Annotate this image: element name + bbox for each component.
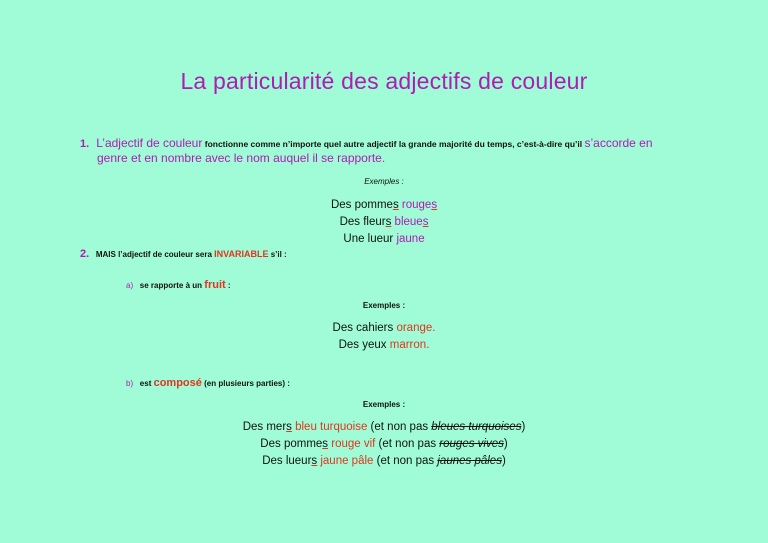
example-3-3: [0, 453, 768, 470]
section-1-accorde: s’accorde en: [584, 136, 653, 150]
example-underlined: s: [311, 455, 318, 467]
section-1-lead: L’adjectif de couleur: [96, 136, 203, 150]
section-2: [80, 248, 287, 260]
section-1-text: fonctionne comme n’importe quel autre adjectif la grande majorité du temps, c’est-à-dire qu’il: [204, 139, 583, 149]
example-adjective: jaune pâle: [317, 455, 374, 467]
examples-label-3: Exemples :: [362, 400, 406, 409]
example-ending: .: [426, 339, 430, 351]
example-adjective: orange: [396, 322, 433, 334]
section-1-dot: .: [381, 151, 386, 165]
examples-label-1: Exemples :: [364, 177, 404, 186]
example-underlined: s: [385, 216, 392, 228]
example-2-2: [0, 337, 768, 354]
subsection-a: [126, 279, 231, 291]
subsection-b: [126, 377, 290, 389]
example-wrong-form: bleues turquoises: [431, 421, 522, 433]
section-2-text: MAIS l’adjectif de couleur sera: [95, 250, 212, 259]
example-1-2: [0, 214, 768, 231]
section-2-number: 2.: [80, 248, 90, 260]
example-paren-open: (et non pas: [367, 421, 432, 433]
example-text: Des pomme: [330, 199, 393, 211]
section-1-number: 1.: [80, 138, 90, 150]
example-text: Des yeux: [338, 339, 390, 351]
example-adjective: bleu turquoise: [291, 421, 368, 433]
example-paren-close: ): [503, 438, 508, 450]
subsection-a-post: :: [227, 281, 231, 290]
example-underlined: s: [322, 438, 329, 450]
example-adjective: marron: [389, 339, 427, 351]
example-text: Des lueur: [262, 455, 312, 467]
example-3-1: [0, 419, 768, 436]
example-wrong-form: rouges vives: [439, 438, 504, 450]
example-underlined: s: [392, 199, 399, 211]
subsection-a-letter: a): [126, 281, 134, 290]
example-paren-open: (et non pas: [373, 455, 438, 467]
example-underlined: s: [286, 421, 292, 433]
example-wrong-form: jaunes pâles: [437, 455, 502, 467]
subsection-a-text: se rapporte à un: [139, 281, 203, 290]
example-paren-close: ): [521, 421, 526, 433]
subsection-b-post: (en plusieurs parties) :: [204, 379, 290, 388]
subsection-b-letter: b): [126, 379, 134, 388]
example-paren-open: (et non pas: [375, 438, 440, 450]
example-2-1: [0, 320, 768, 337]
example-ending: .: [432, 322, 436, 334]
compose-word: composé: [153, 377, 202, 389]
section-2-post: s’il :: [270, 250, 287, 259]
example-adjective: rouge vif: [328, 438, 376, 450]
example-ending: s: [422, 216, 429, 228]
example-1-1: [0, 197, 768, 214]
fruit-word: fruit: [204, 279, 226, 291]
example-3-2: [0, 436, 768, 453]
examples-label-2: Exemples :: [362, 301, 406, 310]
page-title: La particularité des adjectifs de couleur: [180, 68, 588, 94]
subsection-b-text: est: [139, 379, 152, 388]
example-ending: s: [431, 199, 438, 211]
example-text: Des cahiers: [332, 322, 397, 334]
example-text: Des mer: [242, 421, 287, 433]
example-text: Des fleur: [339, 216, 386, 228]
section-1-line2: [97, 151, 385, 165]
example-adjective: bleue: [394, 216, 423, 228]
invariable-word: INVARIABLE: [214, 249, 269, 259]
example-text: Des pomme: [260, 438, 323, 450]
section-1-line2-text: genre et en nombre avec le nom auquel il se rapporte: [97, 151, 382, 165]
example-text: Une lueur: [343, 233, 397, 245]
example-adjective: rouge: [401, 199, 432, 211]
example-paren-close: ): [501, 455, 506, 467]
example-1-3: [0, 231, 768, 248]
example-adjective: jaune: [396, 233, 425, 245]
